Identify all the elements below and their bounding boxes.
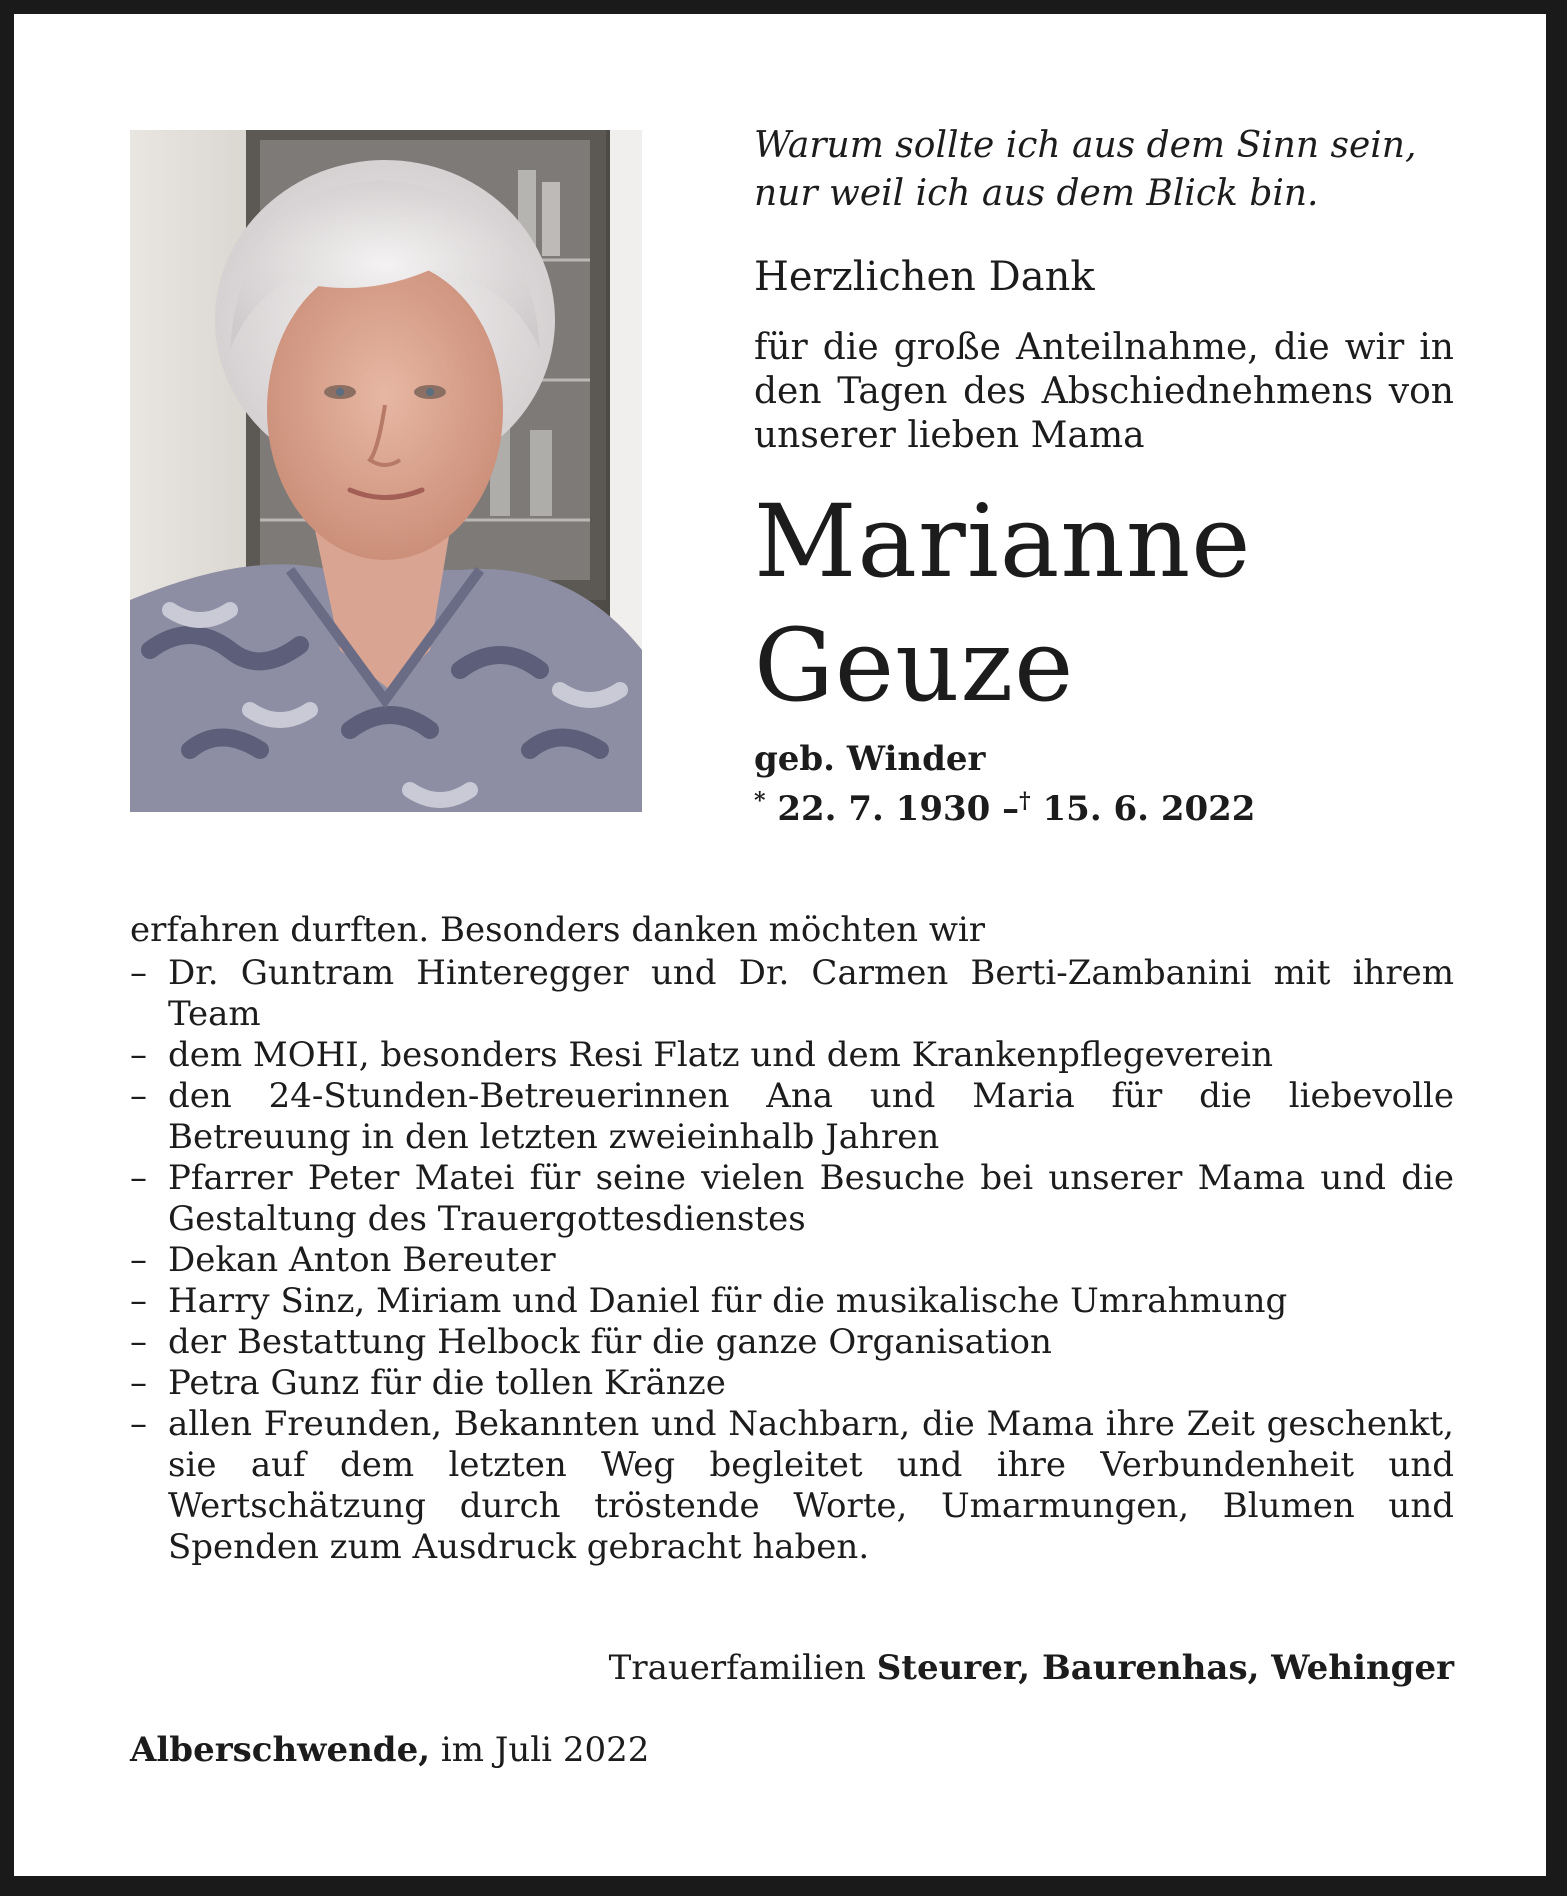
dash-bullet: – — [130, 1404, 147, 1444]
death-date: 15. 6. 2022 — [1042, 789, 1256, 829]
dash-bullet: – — [130, 953, 147, 993]
first-name: Marianne — [754, 483, 1252, 600]
list-item-text: Petra Gunz für die tollen Kränze — [168, 1363, 726, 1403]
signature-prefix: Trauerfamilien — [608, 1648, 866, 1688]
portrait-photo-drawing — [130, 130, 642, 812]
list-item-text: Pfarrer Peter Matei für seine vielen Besuche bei unserer Mama und die Gestaltung des Trauergottesdienstes — [168, 1158, 1454, 1239]
list-item-text: der Bestattung Helbock für die ganze Organisation — [168, 1322, 1052, 1362]
list-item — [130, 953, 1454, 1035]
lead-text: erfahren durften. Besonders danken möchten wir — [130, 910, 986, 950]
list-item — [130, 1281, 1454, 1322]
list-item-text: allen Freunden, Bekannten und Nachbarn, die Mama ihre Zeit geschenkt, sie auf dem letzten Weg begleitet und ihre Verbundenheit und Wertschätzung durch tröstende Worte, Umarmungen, Blumen und Spenden zum Ausdruck gebracht haben. — [168, 1404, 1454, 1567]
motto-line-2: nur weil ich aus dem Blick bin. — [754, 173, 1319, 214]
motto-line-1: Warum sollte ich aus dem Sinn sein, — [754, 125, 1417, 166]
dash-bullet: – — [130, 1322, 147, 1362]
obituary-card — [14, 14, 1546, 1876]
motto — [754, 122, 1454, 218]
dash-bullet: – — [130, 1158, 147, 1198]
dash-bullet: – — [130, 1363, 147, 1403]
date-separator: – — [1002, 789, 1020, 829]
list-item — [130, 1404, 1454, 1568]
list-item — [130, 1076, 1454, 1158]
portrait-photo — [130, 130, 642, 812]
dash-bullet: – — [130, 1076, 147, 1116]
signature-families: Steurer, Baurenhas, Wehinger — [876, 1648, 1454, 1688]
list-item — [130, 1322, 1454, 1363]
list-item-text: Dr. Guntram Hinteregger und Dr. Carmen Berti-Zambanini mit ihrem Team — [168, 953, 1454, 1034]
last-name: Geuze — [754, 607, 1075, 724]
death-cross-icon: † — [1019, 788, 1031, 814]
thanks-heading: Herzlichen Dank — [754, 254, 1095, 300]
birth-star-icon: * — [754, 788, 766, 814]
list-item — [130, 1240, 1454, 1281]
thanks-body — [130, 910, 1454, 1568]
place-date-text: im Juli 2022 — [440, 1730, 650, 1770]
list-item — [130, 1363, 1454, 1404]
dash-bullet: – — [130, 1240, 147, 1280]
list-item — [130, 1035, 1454, 1076]
list-item-text: den 24-Stunden-Betreuerinnen Ana und Maria für die liebevolle Betreuung in den letzten zweieinhalb Jahren — [168, 1076, 1454, 1157]
place-town: Alberschwende, — [130, 1730, 431, 1770]
list-item-text: dem MOHI, besonders Resi Flatz und dem Krankenpflegeverein — [168, 1035, 1274, 1075]
list-item-text: Dekan Anton Bereuter — [168, 1240, 556, 1280]
intro-text: für die große Anteilnahme, die wir in den Tagen des Abschiednehmens von unserer lieben Mama — [754, 327, 1454, 456]
list-item — [130, 1158, 1454, 1240]
birth-name: geb. Winder — [754, 739, 986, 779]
signature — [609, 1646, 1454, 1690]
thanks-list — [130, 953, 1454, 1568]
header-column — [754, 122, 1454, 830]
deceased-name — [754, 480, 1454, 728]
birth-date: 22. 7. 1930 — [777, 789, 991, 829]
place-date — [130, 1728, 649, 1772]
dash-bullet: – — [130, 1281, 147, 1321]
list-item-text: Harry Sinz, Miriam und Daniel für die musikalische Umrahmung — [168, 1281, 1288, 1321]
dash-bullet: – — [130, 1035, 147, 1075]
life-dates — [754, 780, 1454, 830]
